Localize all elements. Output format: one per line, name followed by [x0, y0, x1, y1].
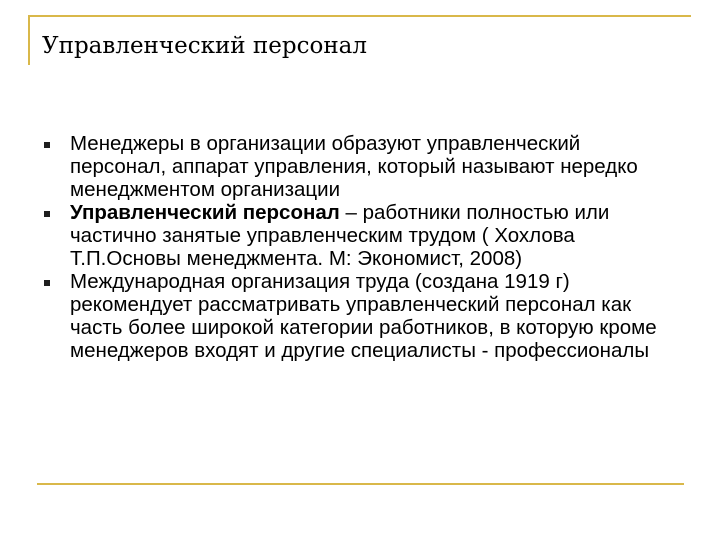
bottom-rule: [37, 483, 684, 485]
slide-title: Управленческий персонал: [42, 33, 367, 59]
title-frame-left-rule: [28, 15, 30, 65]
bullet-text: [70, 201, 682, 270]
square-bullet-icon: [44, 280, 50, 286]
bullet-text: Менеджеры в организации образуют управленческий персонал, аппарат управления, который называют нередко менеджментом организации: [70, 132, 638, 201]
bullet-bold-term: Управленческий персонал: [70, 201, 340, 224]
bullet-list: [42, 132, 682, 362]
bullet-item: [42, 201, 682, 270]
bullet-text: Международная организация труда (создана 1919 г) рекомендует рассматривать управленческий персонал как часть более широкой категории работников, в которую кроме менеджеров входят и другие специалисты - профессионалы: [70, 270, 657, 362]
bullet-item: [42, 132, 682, 201]
square-bullet-icon: [44, 142, 50, 148]
bullet-definition: – работники полностью или частично занятые управленческим трудом ( Хохлова Т.П.Основы менеджмента. М: Экономист, 2008): [70, 201, 610, 270]
title-frame-top-rule: [28, 15, 691, 17]
bullet-item: [42, 270, 682, 362]
square-bullet-icon: [44, 211, 50, 217]
